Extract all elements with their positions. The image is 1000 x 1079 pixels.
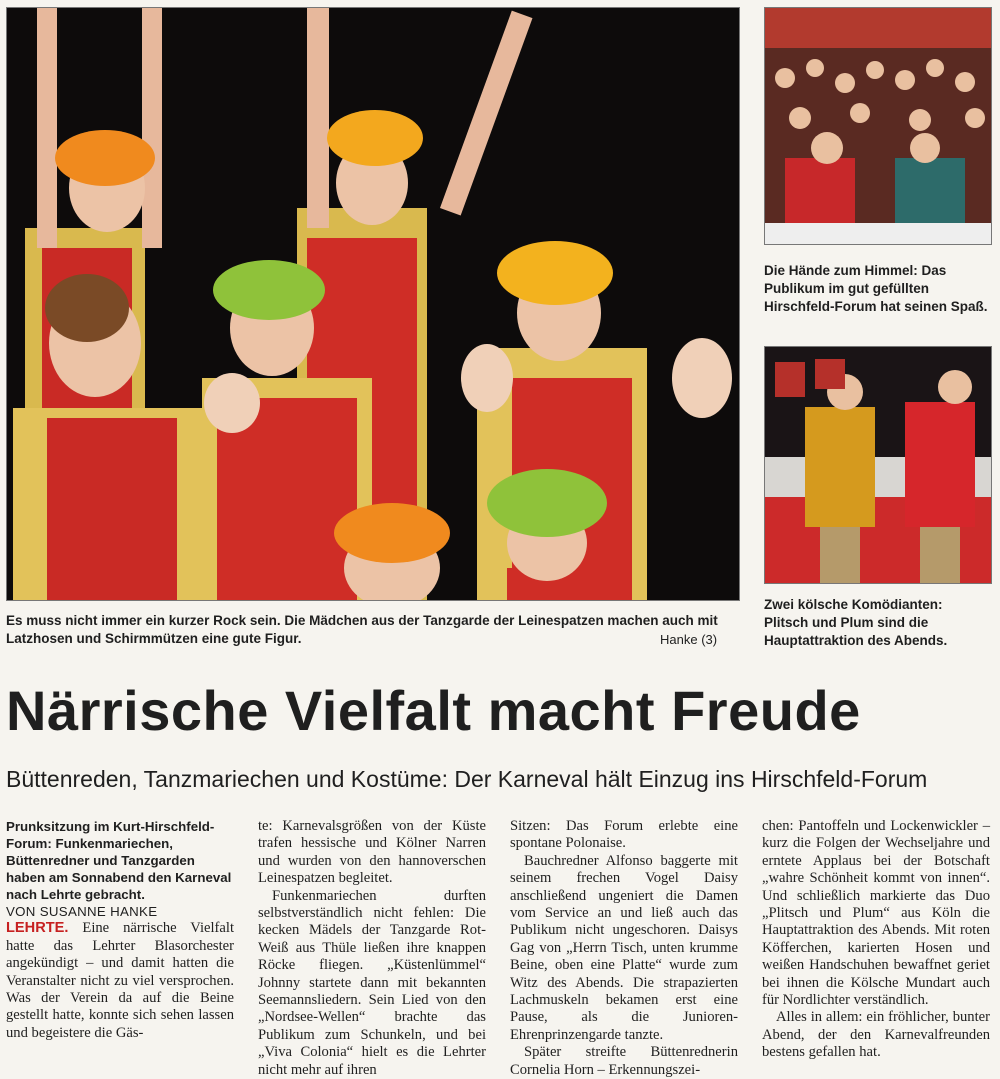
article-lead: Prunksitzung im Kurt-Hirschfeld-Forum: Funkenmariechen, Büttenredner und Tanzgarden haben am Sonnabend den Karneval nach Lehrte gebracht. [6,819,232,902]
subheadline: Büttenreden, Tanzmariechen und Kostüme: Der Karneval hält Einzug ins Hirschfeld-Forum [6,766,928,792]
article-column-4 [762,818,990,1062]
comedians-photo [764,346,992,584]
audience-photo [764,7,992,245]
paragraph: te: Karnevalsgrößen von der Küste trafen hessische und Kölner Narren und wurden von den hannoverschen Leinespatzen begleitet. [258,818,486,887]
dateline: LEHRTE. [6,920,69,937]
audience-caption: Die Hände zum Himmel: Das Publikum im gut gefüllten Hirschfeld-Forum hat seinen Spaß. [764,263,988,314]
paragraph [6,920,234,1042]
comedians-caption: Zwei kölsche Komödianten: Plitsch und Plum sind die Hauptattraktion des Abends. [764,597,948,648]
paragraph: Bauchredner Alfonso baggerte mit seinem frechen Vogel Daisy anschließend ungeniert die Damen vom Service an und ließ auch das Publikum nicht ungeschoren. Daisys Gag von „Herrn Tisch, unten krumme Beine, oben eine Platte“ wurde zum Witz des Abends. Die strapazierten Lachmuskeln bekamen erst eine Pause, als die Junioren-Ehrenprinzengarde tanzte. [510,852,738,1043]
main-photo-caption: Es muss nicht immer ein kurzer Rock sein. Die Mädchen aus der Tanzgarde der Leinespatzen machen auch mit Latzhosen und Schirmmützen eine gute Figur. [6,613,718,646]
paragraph: Funkenmariechen durften selbstverständlich nicht fehlen: Die kecken Mädels der Tanzgarde Rot-Weiß aus Thüle ließen ihre knappen Röcke fliegen. „Küstenlümmel“ Johnny startete dann mit bekannten Seemannsliedern. Sein Lied von den „Nordsee-Wellen“ brachte das Publikum zum Schunkeln, und bei „Viva Colonia“ hielt es die Lehrter nicht mehr auf ihren [258,887,486,1078]
dancers-illustration [7,8,739,600]
photo-credit: Hanke (3) [660,632,718,647]
main-photo-dancers [6,7,740,601]
paragraph: Später streifte Büttenrednerin Cornelia Horn – Erkennungszei- [510,1044,738,1078]
article-column-1 [6,818,234,1042]
comedians-illustration [765,347,991,583]
article-column-2 [258,818,486,1079]
paragraph-text: Eine närrische Vielfalt hatte das Lehrter Blasorchester angekündigt – und damit hatten die Veranstalter nicht zu viel versprochen. Was der Verein da auf die Beine gestellt hatte, konnte sich sehen lassen und begeistere die Gäs- [6,920,234,1041]
paragraph: Sitzen: Das Forum erlebte eine spontane Polonaise. [510,818,738,852]
paragraph: Alles in allem: ein fröhlicher, bunter Abend, der den Karnevalfreunden bestens gefallen hat. [762,1009,990,1061]
headline: Närrische Vielfalt macht Freude [6,679,861,742]
audience-illustration [765,8,991,244]
paragraph: chen: Pantoffeln und Lockenwickler – kurz die Folgen der Wechseljahre und erntete Applaus bei der Botschaft „wahre Schönheit kommt von innen“. Und schließlich markierte das Duo „Plitsch und Plum“ aus Köln die Hauptattraktion des Abends. Mit roten Köfferchen, karierten Hosen und weißen Handschuhen bewaffnet geriet bei ihnen die Kölsche Mundart auch für Nordlichter verständlich. [762,818,990,1009]
article-column-3 [510,818,738,1079]
byline: VON SUSANNE HANKE [6,904,158,919]
